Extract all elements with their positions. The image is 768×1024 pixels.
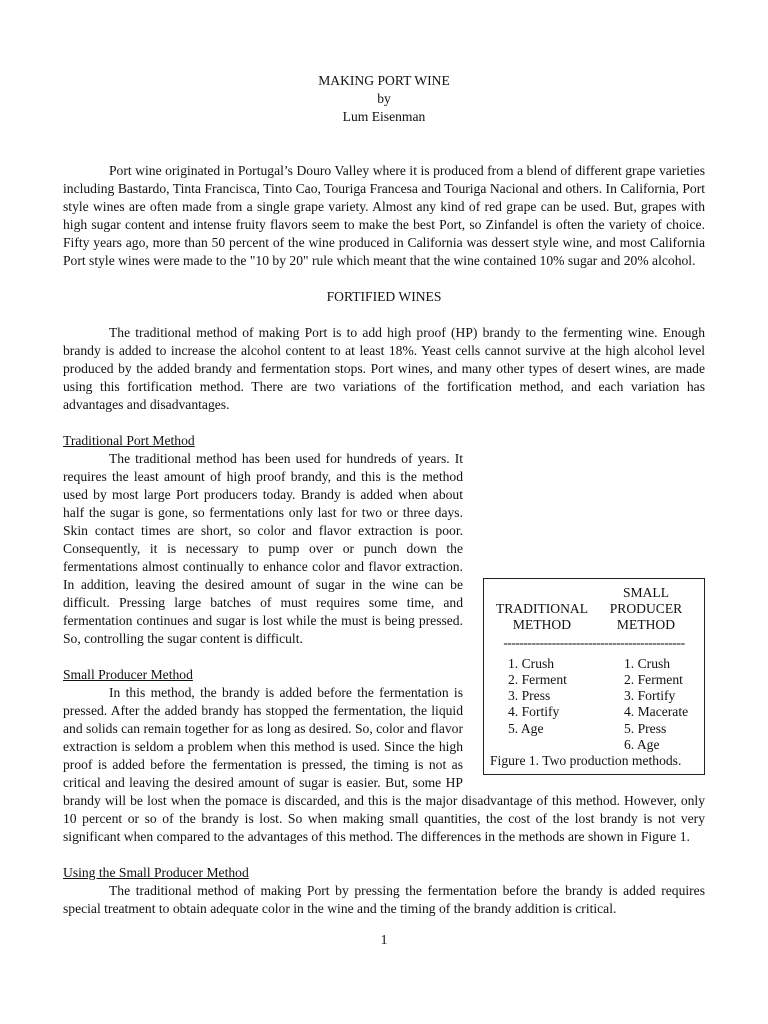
traditional-header-line2: METHOD [512, 617, 572, 633]
traditional-step: 2. Ferment [508, 672, 567, 688]
using-paragraph: The traditional method of making Port by pressing the fermentation before the brandy is added requires special treatment to obtain adequate color in the wine and the timing of the brandy addition is critical. [63, 883, 705, 916]
small-producer-method-heading: Small Producer Method [63, 667, 193, 682]
figure-caption: Figure 1. Two production methods. [490, 753, 682, 769]
small-producer-step: 5. Press [624, 720, 667, 736]
small-producer-paragraph: In this method, the brandy is added before the fermentation is pressed. After the added brandy has stopped the fermentation, the liquid and solids can remain together for as long as desired. So, color and flavor extraction is seldom a problem when this method is used. Since the high proof is added before the fermentation is pressed, the timing is not as critical and leaving the desired amount of sugar is easier. But, some HP brandy will be lost when the pomace is discarded, and this is the major disadvantage of this method. However, only 10 percent or so of the brandy is lost. So when making small quantities, the cost of the lost brandy is not very significant when compared to the advantages of this method. The differences in the methods are shown in Figure 1. [63, 685, 705, 844]
small-producer-step: 6. Age [624, 736, 660, 752]
traditional-steps [490, 656, 594, 753]
document-title: MAKING PORT WINE [318, 73, 450, 88]
traditional-paragraph: The traditional method has been used for hundreds of years. It requires the least amount of high proof brandy, and this is the method used by most large Port producers today. Brandy is added when about half the sugar is gone, so fermentations only last for two or three days. Skin contact times are short, so color and flavor extraction is poor. Consequently, it is necessary to pump over or punch down the fermentations almost continually to enhance color and flavor extraction. In addition, leaving the desired amount of sugar in the wine can be difficult. Pressing large batches of must requires some time, and fermentation continues and sugar is lost while the must is being pressed. So, controlling the sugar content is difficult. [63, 451, 463, 646]
intro-paragraph: Port wine originated in Portugal’s Douro Valley where it is produced from a blend of different grape varieties including Bastardo, Tinta Francisca, Tinto Cao, Touriga Francesa and Touriga Nacional and others. In California, Port style wines are often made from a single grape variety. Almost any kind of red grape can be used. But, grapes with high sugar content and intense fruity flavors seem to make the best Port, so Zinfandel is often the variety of choice. Fifty years ago, more than 50 percent of the wine produced in California was dessert style wine, and most California Port style wines were made to the "10 by 20" rule which meant that the wine contained 10% sugar and 20% alcohol. [63, 163, 705, 268]
figure-1-box [483, 578, 705, 775]
figure-steps [490, 656, 698, 753]
small-producer-header-line3: METHOD [616, 617, 676, 633]
traditional-step: 3. Press [508, 688, 551, 704]
figure-header [490, 585, 698, 634]
small-producer-step: 4. Macerate [624, 704, 689, 720]
author-name: Lum Eisenman [342, 109, 426, 124]
small-producer-header-line2: PRODUCER [609, 601, 683, 617]
traditional-method-heading: Traditional Port Method [63, 433, 195, 448]
traditional-header [490, 585, 594, 634]
title-block [63, 72, 705, 126]
traditional-step: 5. Age [508, 720, 544, 736]
document-page [63, 72, 705, 918]
small-producer-header [594, 585, 698, 634]
using-small-producer-heading: Using the Small Producer Method [63, 865, 249, 880]
traditional-step: 4. Fortify [508, 704, 560, 720]
small-producer-steps [594, 656, 698, 753]
small-producer-header-line1: SMALL [622, 585, 670, 600]
byline-by: by [377, 91, 391, 106]
traditional-step: 1. Crush [508, 655, 555, 671]
small-producer-step: 2. Ferment [624, 672, 683, 688]
page-number: 1 [380, 932, 388, 947]
fortified-wines-heading: FORTIFIED WINES [326, 289, 442, 304]
traditional-header-line1: TRADITIONAL [495, 601, 589, 616]
small-producer-step: 1. Crush [624, 655, 671, 671]
figure-divider: --------------------------------------------- [503, 634, 685, 650]
fortified-paragraph: The traditional method of making Port is to add high proof (HP) brandy to the fermenting wine. Enough brandy is added to increase the alcohol content to at least 18%. Yeast cells cannot survive at the high alcohol level produced by the added brandy and fermentation stops. Port wines, and many other types of desert wines, are made using this fortification method. There are two variations of the fortification method, and each variation has advantages and disadvantages. [63, 325, 705, 412]
small-producer-step: 3. Fortify [624, 688, 676, 704]
